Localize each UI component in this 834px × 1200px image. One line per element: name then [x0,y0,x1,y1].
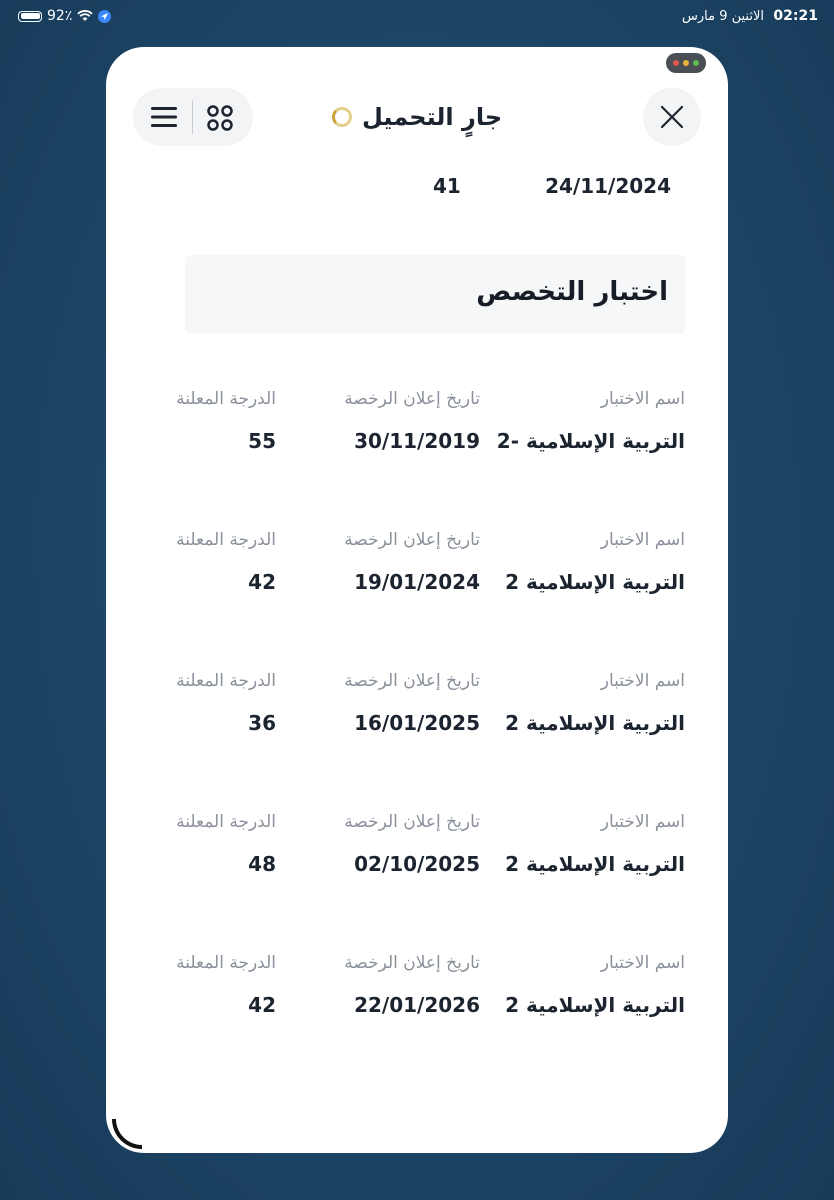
toolbar-pill [133,88,253,146]
window-controls[interactable] [666,53,706,73]
grade-value: 42 [248,570,276,594]
window-close-dot[interactable] [673,60,679,66]
grade-value: 36 [248,711,276,735]
test-name-label: اسم الاختبار [600,389,685,409]
license-date-value: 02/10/2025 [354,852,480,876]
license-date-label: تاريخ إعلان الرخصة [344,953,480,973]
test-name-label: اسم الاختبار [600,812,685,832]
test-name-value: التربية الإسلامية 2 [505,993,685,1017]
test-row [106,812,728,892]
license-date-value: 16/01/2025 [354,711,480,735]
license-date-label: تاريخ إعلان الرخصة [344,671,480,691]
grade-value: 55 [248,429,276,453]
battery-icon [18,11,42,22]
license-date-value: 30/11/2019 [354,429,480,453]
license-date-label: تاريخ إعلان الرخصة [344,389,480,409]
toolbar-divider [192,100,193,134]
test-name-value: التربية الإسلامية -2 [496,429,685,453]
test-row [106,389,728,469]
loading-spinner-icon [332,107,352,127]
test-name-value: التربية الإسلامية 2 [505,570,685,594]
license-date-value: 19/01/2024 [354,570,480,594]
status-time: 02:21 [773,8,818,24]
grade-label: الدرجة المعلنة [176,389,276,409]
header-title-group [332,97,502,137]
grade-label: الدرجة المعلنة [176,671,276,691]
test-name-label: اسم الاختبار [600,671,685,691]
test-name-value: التربية الإسلامية 2 [505,852,685,876]
license-date-label: تاريخ إعلان الرخصة [344,530,480,550]
status-date: الاثنين 9 مارس [681,9,764,24]
status-bar [0,0,834,34]
section-header [185,255,686,334]
window-minimize-dot[interactable] [683,60,689,66]
wifi-icon [77,10,93,22]
close-icon [660,105,684,129]
status-left [18,8,111,24]
battery-level: 92٪ [47,8,73,24]
content-sheet [106,47,728,1153]
test-row [106,530,728,610]
location-icon [98,10,111,23]
page-title: جارٍ التحميل [362,103,503,131]
grade-label: الدرجة المعلنة [176,530,276,550]
license-date-label: تاريخ إعلان الرخصة [344,812,480,832]
top-record-value: 41 [433,174,461,198]
grade-label: الدرجة المعلنة [176,812,276,832]
close-button[interactable] [643,88,701,146]
test-row [106,953,728,1033]
apps-grid-icon[interactable] [207,105,233,131]
window-zoom-dot[interactable] [693,60,699,66]
hamburger-menu-icon[interactable] [151,105,177,129]
license-date-value: 22/01/2026 [354,993,480,1017]
test-row [106,671,728,751]
test-name-label: اسم الاختبار [600,530,685,550]
test-name-value: التربية الإسلامية 2 [505,711,685,735]
grade-label: الدرجة المعلنة [176,953,276,973]
grade-value: 42 [248,993,276,1017]
grade-value: 48 [248,852,276,876]
test-name-label: اسم الاختبار [600,953,685,973]
resize-handle[interactable] [112,1119,142,1149]
top-record-date: 24/11/2024 [545,174,671,198]
section-title: اختبار التخصص [476,277,668,307]
